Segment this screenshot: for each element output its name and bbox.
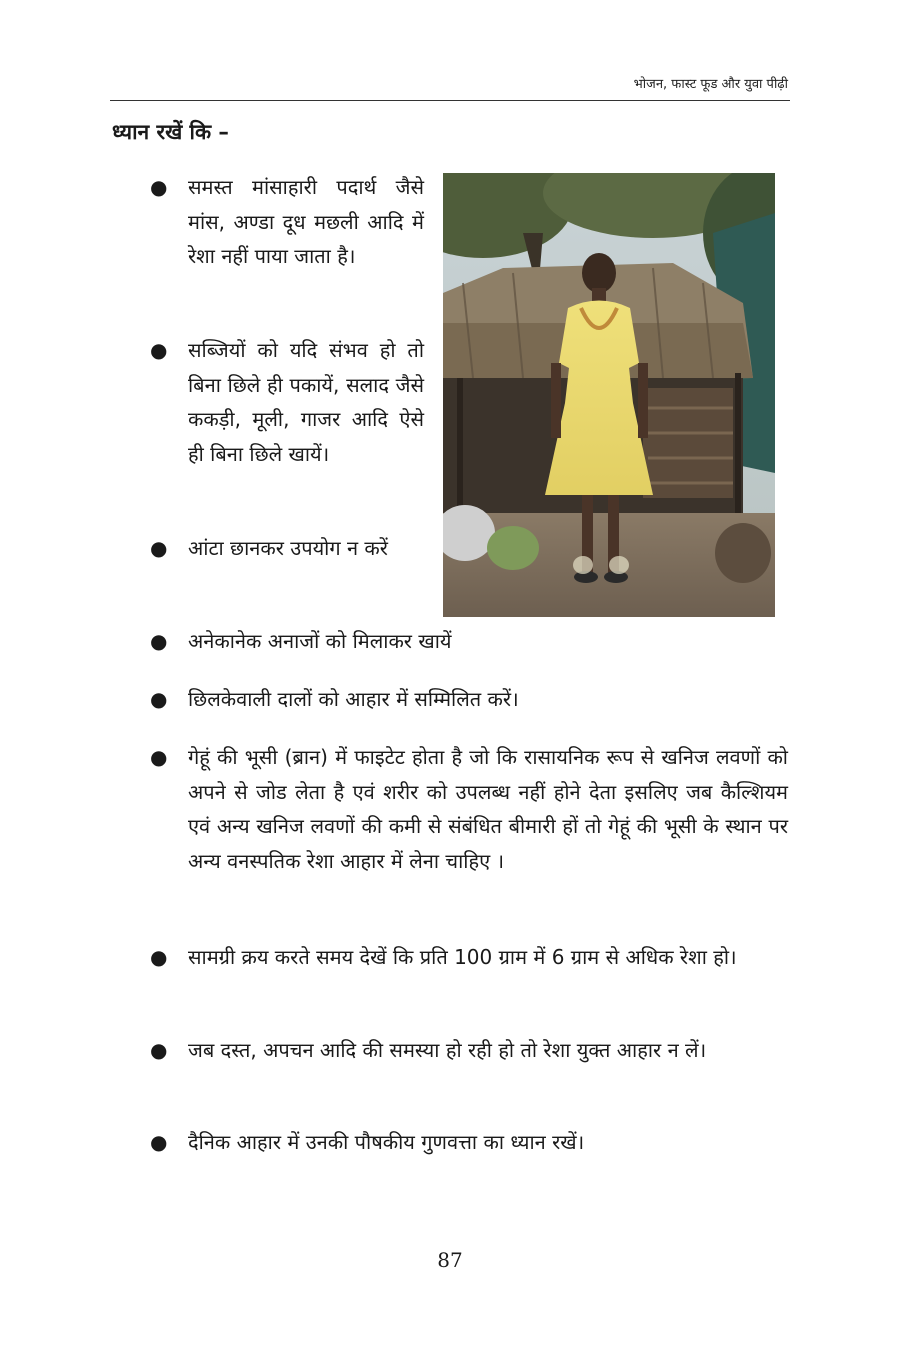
bullet-icon: ● [150, 338, 168, 362]
list-item-text: गेहूं की भूसी (ब्रान) में फाइटेट होता है जो कि रासायनिक रूप से खनिज लवणों को अपने से जोड लेता है एवं शरीर को उपलब्ध नहीं होने देता इसलिए जब कैल्शियम एवं अन्य खनिज लवणों की कमी से संबंधित बीमारी हों तो गेहूं की भूसी के स्थान पर अन्य वनस्पतिक रेशा आहार में लेना चाहिए । [188, 745, 788, 873]
running-header: भोजन, फास्ट फूड और युवा पीढ़ी [633, 77, 788, 92]
bullet-icon: ● [150, 536, 168, 560]
bullet-icon: ● [150, 745, 168, 769]
list-item-text: छिलकेवाली दालों को आहार में सम्मिलित करें। [188, 687, 519, 711]
list-item-text: दैनिक आहार में उनकी पौषकीय गुणवत्ता का ध्यान रखें। [188, 1130, 585, 1154]
bullet-icon: ● [150, 1130, 168, 1154]
list-item-text: अनेकानेक अनाजों को मिलाकर खायें [188, 629, 452, 653]
list-item-text: सामग्री क्रय करते समय देखें कि प्रति 100 ग्राम में 6 ग्राम से अधिक रेशा हो। [188, 945, 737, 969]
list-item-text: सब्जियों को यदि संभव हो तो बिना छिले ही पकायें, सलाद जैसे ककड़ी, मूली, गाजर आदि ऐसे ही बिना छिले खायें। [188, 338, 424, 466]
bullet-icon: ● [150, 629, 168, 653]
bullet-icon: ● [150, 687, 168, 711]
list-item-text: जब दस्त, अपचन आदि की समस्या हो रही हो तो रेशा युक्त आहार न लें। [188, 1038, 707, 1062]
list-item-text: समस्त मांसाहारी पदार्थ जैसे मांस, अण्डा दूध मछली आदि में रेशा नहीं पाया जाता है। [188, 175, 424, 268]
list-item-text: आंटा छानकर उपयोग न करें [188, 536, 388, 560]
header-divider [110, 100, 790, 101]
page-number: 87 [437, 1248, 463, 1272]
bullet-icon: ● [150, 1038, 168, 1062]
section-title: ध्यान रखें कि – [112, 120, 229, 144]
bullet-icon: ● [150, 175, 168, 199]
bullet-icon: ● [150, 945, 168, 969]
photo-girl-near-hut [443, 173, 775, 617]
